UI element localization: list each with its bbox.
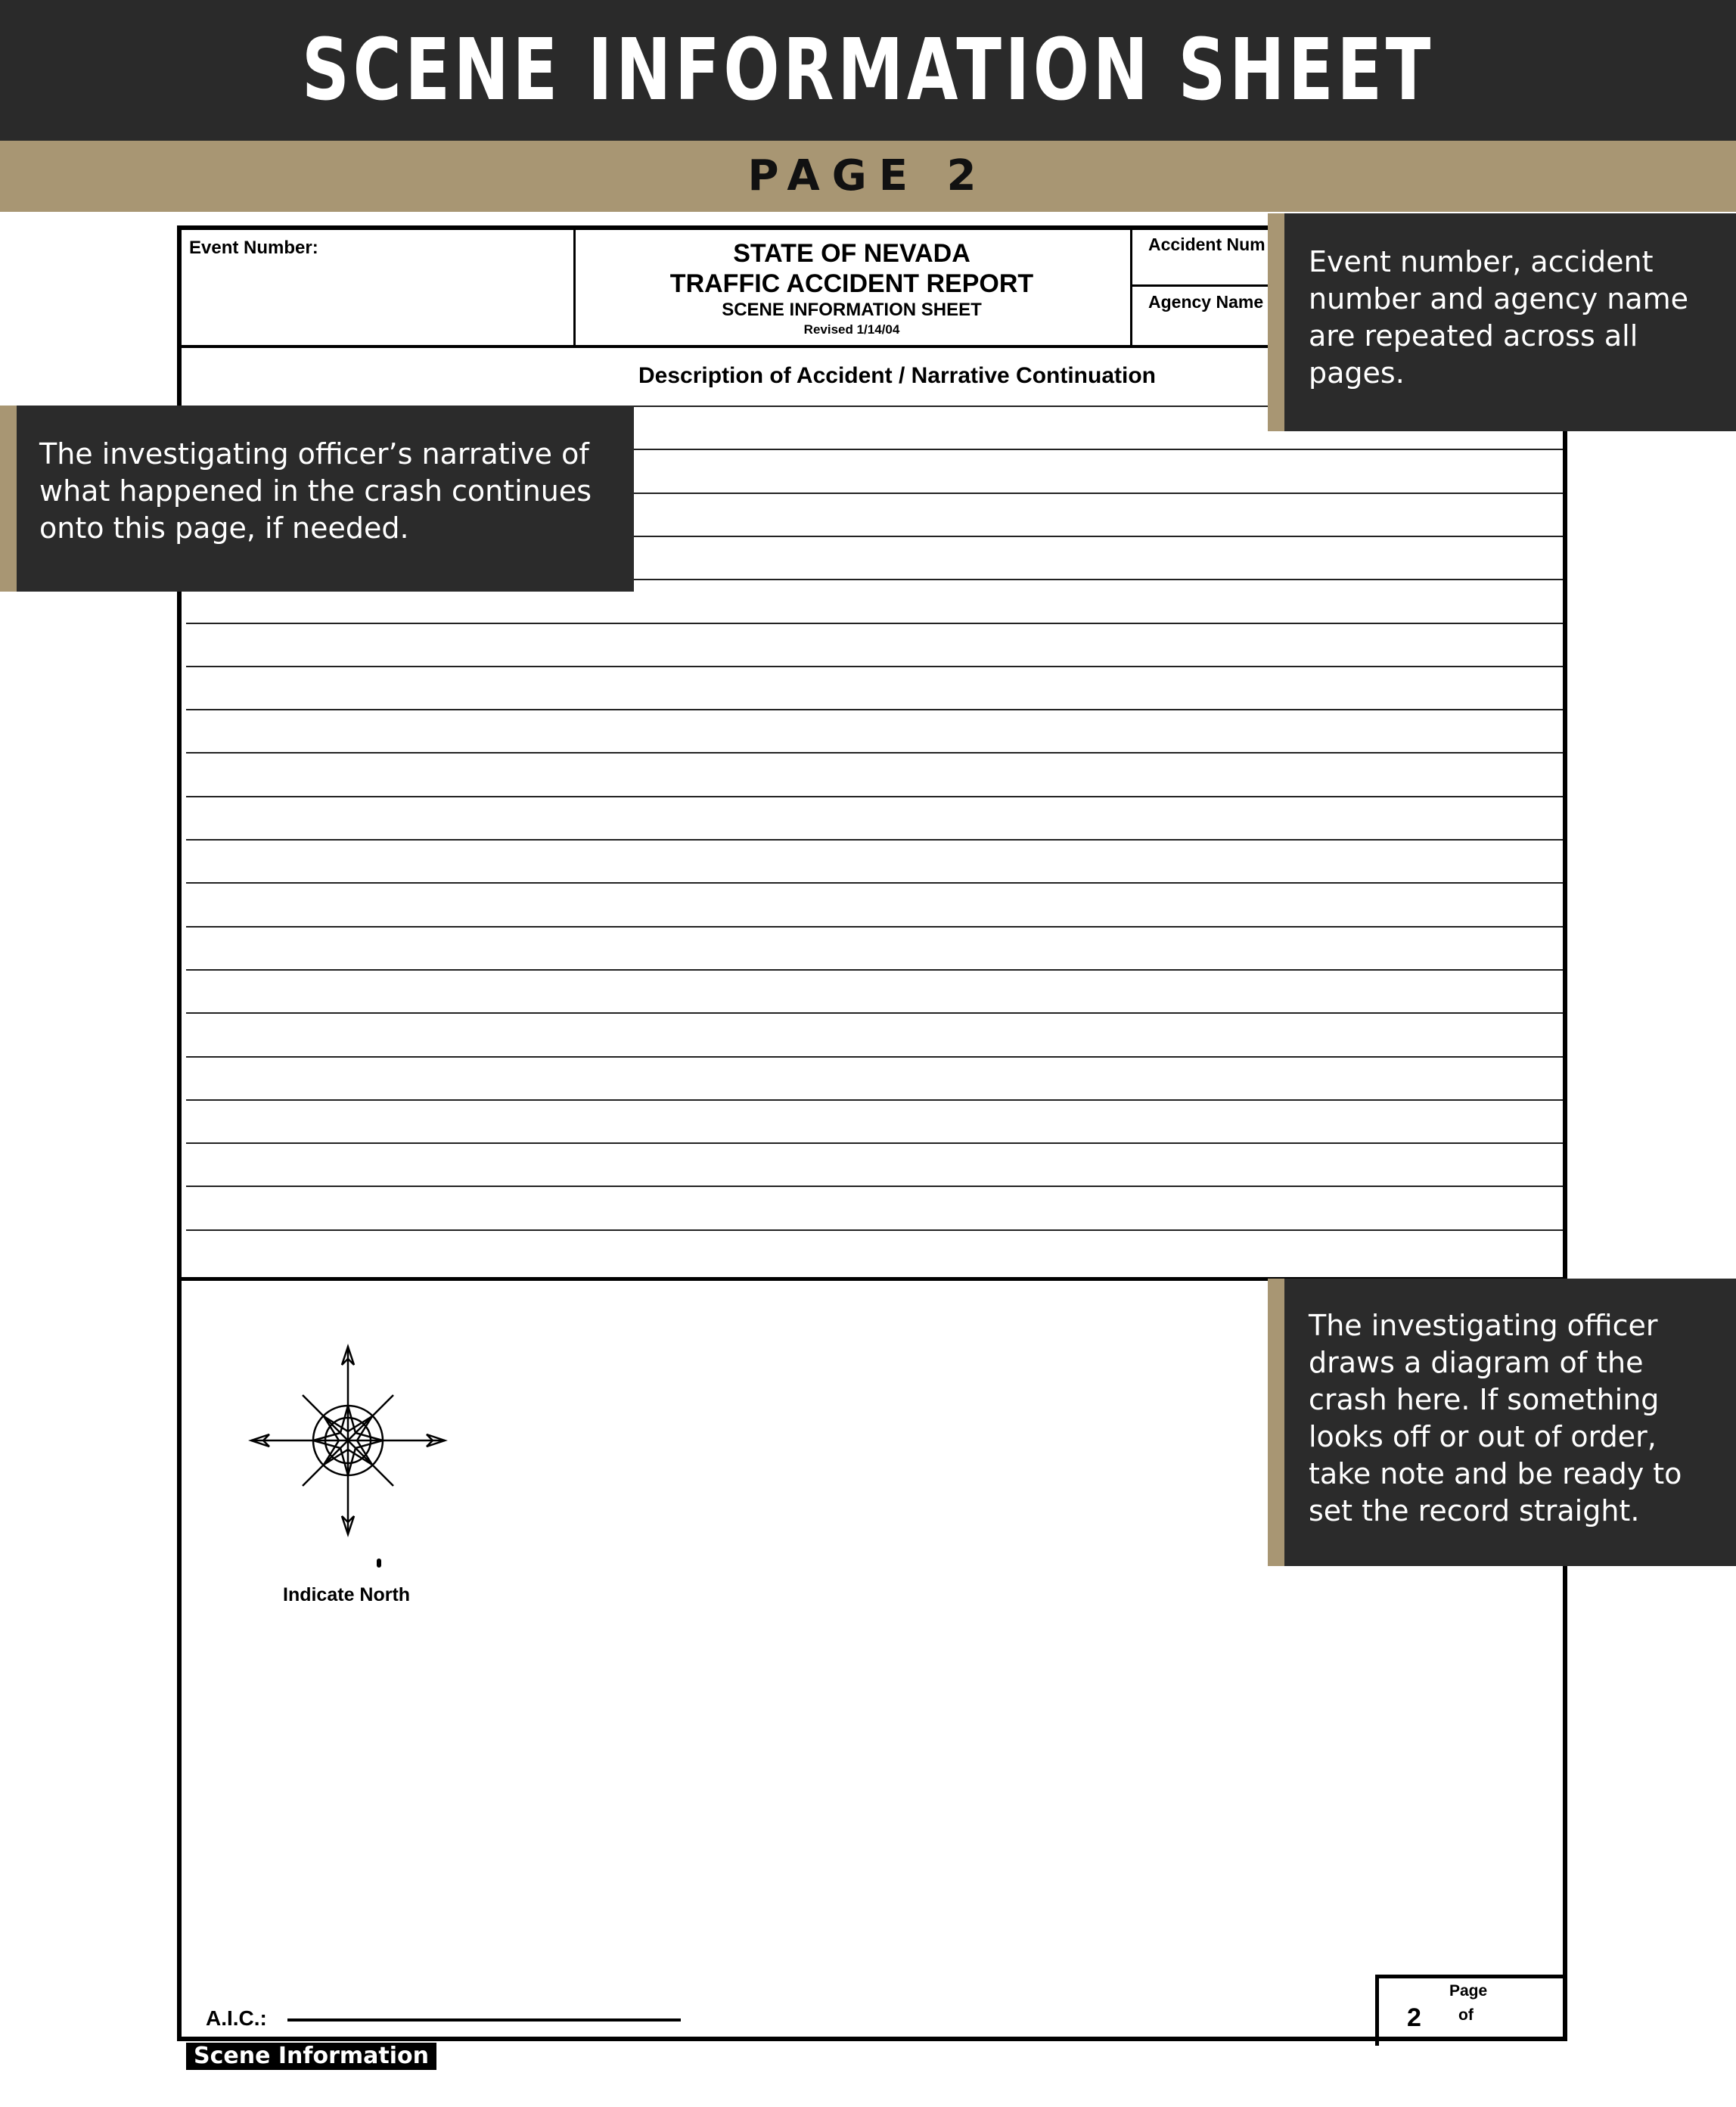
narrative-line[interactable] (186, 796, 1563, 797)
narrative-line[interactable] (186, 839, 1563, 841)
aic-label: A.I.C.: (206, 2006, 267, 2030)
narrative-line[interactable] (186, 666, 1563, 667)
sheet-title: SCENE INFORMATION SHEET (722, 300, 982, 320)
page-number-heading: PAGE 2 (747, 151, 989, 200)
callout-narrative-text: The investigating officer’s narrative of what happened in the crash continues onto this page, if needed. (39, 437, 592, 545)
narrative-line[interactable] (186, 882, 1563, 884)
page-title: SCENE INFORMATION SHEET (301, 21, 1434, 120)
callout-diagram-note (1268, 1279, 1736, 1566)
narrative-line[interactable] (186, 1056, 1563, 1058)
page-box-number: 2 (1407, 2003, 1421, 2032)
narrative-line[interactable] (186, 1142, 1563, 1144)
page-box-label: Page (1449, 1982, 1488, 2000)
narrative-line[interactable] (186, 1012, 1563, 1014)
header-divider-2 (1130, 230, 1132, 345)
indicate-north-label: Indicate North (283, 1584, 411, 1605)
narrative-line[interactable] (186, 1229, 1563, 1231)
aic-signature-line[interactable] (287, 2018, 681, 2022)
narrative-line[interactable] (186, 1099, 1563, 1101)
narrative-line[interactable] (186, 623, 1563, 624)
compass-mark (377, 1558, 381, 1568)
compass-rose-icon (248, 1342, 448, 1539)
callout-header-note (1268, 213, 1736, 431)
agency-name-label: Agency Name (1148, 292, 1264, 312)
narrative-line[interactable] (186, 1186, 1563, 1187)
page-box-divider (1375, 1975, 1379, 2046)
page-box-of: of (1458, 2006, 1474, 2024)
report-title: TRAFFIC ACCIDENT REPORT (669, 269, 1034, 298)
narrative-heading: Description of Accident / Narrative Continuation (638, 363, 1156, 388)
callout-header-text: Event number, accident number and agency name are repeated across all pages. (1309, 245, 1689, 390)
page-box-top (1375, 1975, 1567, 1978)
state-title: STATE OF NEVADA (733, 239, 970, 268)
footer-tag: Scene Information (186, 2043, 436, 2070)
narrative-line[interactable] (186, 926, 1563, 928)
narrative-line[interactable] (186, 709, 1563, 710)
accident-number-label: Accident Num (1148, 235, 1266, 254)
callout-narrative-note (0, 406, 634, 592)
narrative-line[interactable] (186, 969, 1563, 971)
narrative-line[interactable] (186, 752, 1563, 754)
revised-date: Revised 1/14/04 (803, 322, 900, 337)
event-number-label: Event Number: (189, 238, 318, 258)
callout-diagram-text: The investigating officer draws a diagram of the crash here. If something looks off or out of order, take note and be ready to set the record straight. (1309, 1309, 1682, 1527)
